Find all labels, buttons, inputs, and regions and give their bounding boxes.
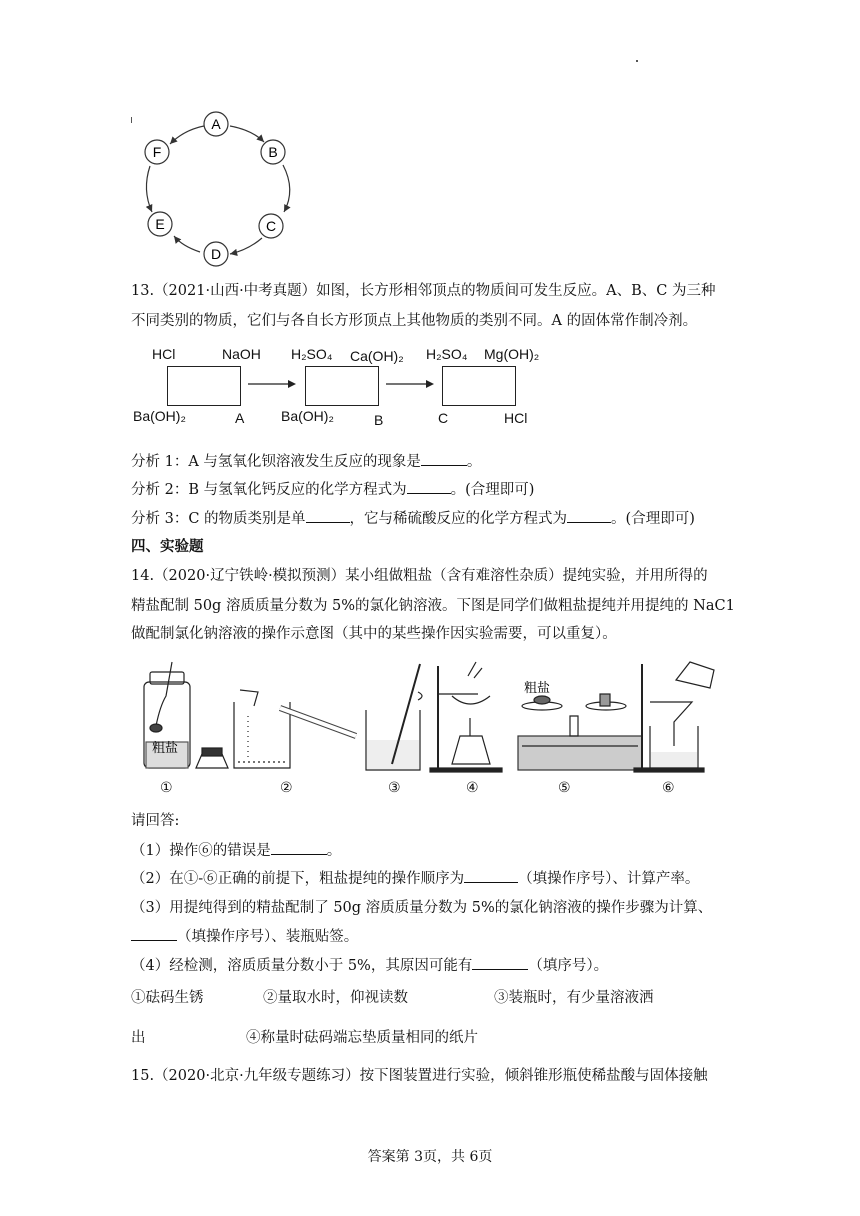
svg-text:E: E [155, 216, 165, 232]
cycle-node-b [261, 140, 285, 164]
cycle-arrow [146, 166, 152, 212]
q14-sub2: （2）在①-⑥正确的前提下，粗盐提纯的操作顺序为 （填操作序号）、计算产率。 [131, 868, 699, 889]
rect3-top-right: Mg(OH)₂ [484, 346, 540, 362]
weight-icon [196, 748, 228, 768]
cycle-node-f [145, 140, 169, 164]
q14-option-3: ③装瓶时，有少量溶液洒 [494, 990, 654, 1006]
rect1-bottom-right: A [235, 410, 245, 426]
rect1-top-right: NaOH [222, 346, 261, 362]
cycle-diagram [130, 100, 300, 275]
q14-sub3-line2: （填操作序号）、装瓶贴签。 [131, 926, 358, 947]
q13-analysis-2: 分析 2：B 与氢氧化钙反应的化学方程式为 。(合理即可) [131, 479, 534, 500]
cycle-node-e [148, 212, 172, 236]
cycle-node-c [259, 214, 283, 238]
cycle-node-d [204, 242, 228, 266]
page-footer: 答案第 3页，共 6页 [367, 1149, 493, 1165]
q14-option-3-cont: 出 [131, 1030, 146, 1046]
q13-analysis-1: 分析 1：A 与氢氧化钡溶液发生反应的现象是 。 [131, 451, 481, 472]
cycle-arrow [174, 236, 200, 252]
q14-sub1: （1）操作⑥的错误是 。 [131, 840, 341, 861]
rect2-top-left: H₂SO₄ [291, 346, 333, 362]
q14-stem-line1: 14.（2020·辽宁铁岭·模拟预测）某小组做粗盐（含有难溶性杂质）提纯实验，并用所得的 [131, 568, 708, 584]
q13-stem-line1: 13.（2021·山西·中考真题）如图，长方形相邻顶点的物质间可发生反应。A、B、C 为三种 [131, 283, 716, 299]
cycle-node-a [204, 112, 228, 136]
answer-blank[interactable] [464, 868, 518, 883]
q13-stem-line2: 不同类别的物质，它们与各自长方形顶点上其他物质的类别不同。A 的固体常作制冷剂。 [131, 313, 698, 329]
corner-mark [636, 60, 638, 62]
q14-stem-line3: 做配制氯化钠溶液的操作示意图（其中的某些操作因实验需要，可以重复）。 [131, 626, 617, 642]
answer-blank[interactable] [407, 479, 451, 494]
answer-blank[interactable] [567, 508, 611, 523]
figure-label-2: ② [280, 779, 293, 795]
rect3-bottom-right: HCl [504, 410, 528, 426]
arrow-icon [248, 378, 298, 390]
q14-sub4: （4）经检测，溶质质量分数小于 5%，其原因可能有 （填序号）。 [131, 955, 608, 976]
stirring-beaker-icon [366, 664, 422, 770]
rect2-bottom-right: B [374, 412, 384, 428]
cycle-arrow [230, 238, 262, 254]
svg-text:D: D [210, 246, 222, 262]
beaker-icon [234, 690, 356, 768]
figure-label-6: ⑥ [662, 779, 675, 795]
rect3-bottom-left: C [438, 410, 449, 426]
figure-label-1: ① [160, 779, 173, 795]
balance-label: 粗盐 [524, 680, 551, 695]
rect1-box [167, 366, 241, 406]
rect3-top-left: H₂SO₄ [426, 346, 468, 362]
section-title: 四、实验题 [131, 538, 204, 555]
answer-blank[interactable] [131, 926, 177, 941]
answer-blank[interactable] [306, 508, 350, 523]
rect1-bottom-left: Ba(OH)₂ [133, 408, 186, 424]
arrow-icon [386, 378, 436, 390]
svg-text:C: C [265, 218, 277, 234]
evaporation-icon [430, 662, 502, 772]
q15-stem-line1: 15.（2020·北京·九年级专题练习）按下图装置进行实验，倾斜锥形瓶使稀盐酸与固体接触 [131, 1068, 708, 1084]
answer-blank[interactable] [421, 451, 467, 466]
experiment-figure [130, 656, 730, 801]
q14-option-4: ④称量时砝码端忘垫质量相同的纸片 [246, 1030, 478, 1046]
rect1-top-left: HCl [152, 346, 176, 362]
answer-blank[interactable] [271, 840, 327, 855]
rect2-top-right: Ca(OH)₂ [350, 348, 404, 364]
figure-label-4: ④ [466, 779, 479, 795]
filtration-icon [634, 662, 714, 772]
figure-label-5: ⑤ [558, 779, 571, 795]
figure-label-3: ③ [388, 779, 401, 795]
jar-label: 粗盐 [152, 740, 179, 755]
q14-sub3-line1: （3）用提纯得到的精盐配制了 50g 溶质质量分数为 5%的氯化钠溶液的操作步骤为计算、 [131, 900, 713, 916]
cycle-arrow [230, 126, 264, 142]
svg-text:A: A [211, 116, 221, 132]
rect3-box [442, 366, 516, 406]
answer-blank[interactable] [472, 955, 528, 970]
q14-prompt: 请回答: [131, 813, 180, 829]
q14-option-2: ②量取水时，仰视读数 [263, 990, 408, 1006]
q14-option-1: ①砝码生锈 [131, 990, 204, 1006]
q13-analysis-3: 分析 3：C 的物质类别是单 ，它与稀硫酸反应的化学方程式为 。(合理即可) [131, 508, 695, 529]
rect2-box [305, 366, 379, 406]
cycle-arrow [170, 126, 204, 144]
svg-text:B: B [268, 144, 278, 160]
cycle-arrow [283, 165, 290, 212]
balance-icon [518, 694, 642, 770]
rect2-bottom-left: Ba(OH)₂ [281, 408, 334, 424]
q14-stem-line2: 精盐配制 50g 溶质质量分数为 5%的氯化钠溶液。下图是同学们做粗盐提纯并用提纯的 NaC1 [131, 598, 735, 614]
svg-text:F: F [152, 144, 162, 160]
